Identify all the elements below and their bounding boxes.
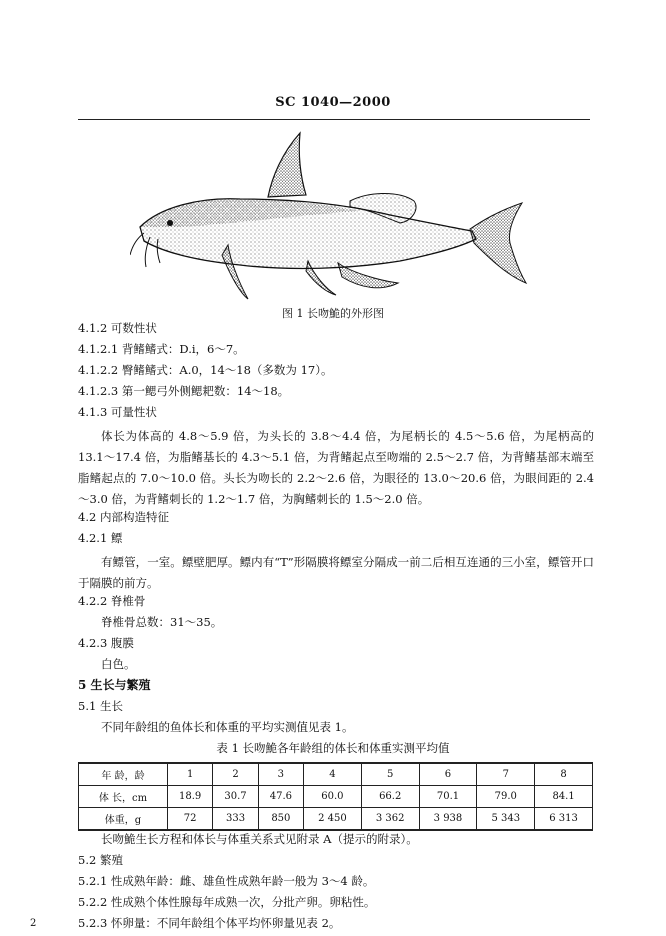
section-4-1-2-1: 4.1.2.1 背鳍鳍式：D.i，6～7。	[78, 342, 245, 356]
document-code-header: SC 1040—2000	[275, 95, 391, 110]
appendix-reference: 长吻鮠生长方程和体长与体重关系式见附录 A（提示的附录）。	[101, 832, 418, 846]
table-cell: 6 313	[535, 808, 593, 831]
section-5-2-2: 5.2.2 性成熟个体性腺每年成熟一次，分批产卵。卵粘性。	[78, 895, 376, 909]
table-header-row	[79, 763, 593, 786]
section-5-2: 5.2 繁殖	[78, 853, 123, 867]
table-reference-text: 不同年龄组的鱼体长和体重的平均实测值见表 1。	[101, 720, 354, 734]
section-4-2: 4.2 内部构造特征	[78, 510, 169, 524]
section-4-2-3: 4.2.3 腹膜	[78, 636, 134, 650]
section-5-1: 5.1 生长	[78, 699, 123, 713]
section-4-1-2: 4.1.2 可数性状	[78, 321, 157, 335]
section-4-1-3: 4.1.3 可量性状	[78, 405, 157, 419]
table-cell: 47.6	[258, 786, 303, 808]
table-cell: 5 343	[477, 808, 535, 831]
vertebrae-count: 脊椎骨总数：31～35。	[101, 615, 223, 629]
figure-caption: 图 1 长吻鮠的外形图	[282, 307, 384, 320]
table-cell: 2 450	[304, 808, 362, 831]
table-cell: 850	[258, 808, 303, 831]
fish-illustration	[130, 125, 530, 303]
table-cell: 1	[168, 763, 213, 786]
table-cell: 333	[213, 808, 258, 831]
table-cell: 年 龄，龄	[79, 763, 168, 786]
table-row	[79, 808, 593, 831]
paragraph-swim-bladder: 有鳔管，一室。鳔壁肥厚。鳔内有“T”形隔膜将鳔室分隔成一前二后相互连通的三小室，鳔管开口于隔膜的前方。	[78, 555, 594, 590]
table-cell: 2	[213, 763, 258, 786]
header-divider	[78, 119, 590, 120]
table-cell: 6	[419, 763, 477, 786]
peritoneum-color: 白色。	[101, 657, 136, 671]
section-5-2-1: 5.2.1 性成熟年龄：雌、雄鱼性成熟年龄一般为 3～4 龄。	[78, 874, 375, 888]
table-cell: 8	[535, 763, 593, 786]
table-cell: 体 长，cm	[79, 786, 168, 808]
growth-data-table	[78, 762, 593, 831]
section-4-1-2-3: 4.1.2.3 第一鳃弓外侧鳃耙数：14～18。	[78, 384, 290, 398]
page-number: 2	[30, 918, 37, 929]
table-cell: 7	[477, 763, 535, 786]
section-5-heading: 5 生长与繁殖	[78, 678, 151, 692]
paragraph-measurable-traits: 体长为体高的 4.8～5.9 倍，为头长的 3.8～4.4 倍，为尾柄长的 4.5～5.6 倍，为尾柄高的 13.1～17.4 倍，为脂鳍基长的 4.3～5.1 倍，为背鳍起点至吻端的 2.5～2.7 倍，为背鳍基部末端至脂鳍起点的 7.0～10.0 倍。头长为吻长的 2.2～2.6 倍，为眼径的 13.0～20.6 倍，为眼间距的 2.4～3.0 倍，为背鳍刺长的 1.2～1.7 倍，为胸鳍刺长的 1.5～2.0 倍。	[78, 429, 594, 506]
section-4-1-2-2: 4.1.2.2 臀鳍鳍式：A.0，14～18（多数为 17）。	[78, 363, 333, 377]
table-cell: 3	[258, 763, 303, 786]
section-4-2-1: 4.2.1 鳔	[78, 531, 123, 545]
table-cell: 18.9	[168, 786, 213, 808]
table-cell: 3 938	[419, 808, 477, 831]
table-cell: 60.0	[304, 786, 362, 808]
section-5-2-3: 5.2.3 怀卵量：不同年龄组个体平均怀卵量见表 2。	[78, 916, 341, 930]
table-cell: 84.1	[535, 786, 593, 808]
table-cell: 30.7	[213, 786, 258, 808]
table-cell: 79.0	[477, 786, 535, 808]
section-4-2-2: 4.2.2 脊椎骨	[78, 594, 146, 608]
table-cell: 体重，g	[79, 808, 168, 831]
table-cell: 4	[304, 763, 362, 786]
table-cell: 66.2	[361, 786, 419, 808]
table-cell: 3 362	[361, 808, 419, 831]
table-cell: 5	[361, 763, 419, 786]
table-cell: 72	[168, 808, 213, 831]
table-title: 表 1 长吻鮠各年龄组的体长和体重实测平均值	[216, 741, 450, 755]
table-cell: 70.1	[419, 786, 477, 808]
table-row	[79, 786, 593, 808]
